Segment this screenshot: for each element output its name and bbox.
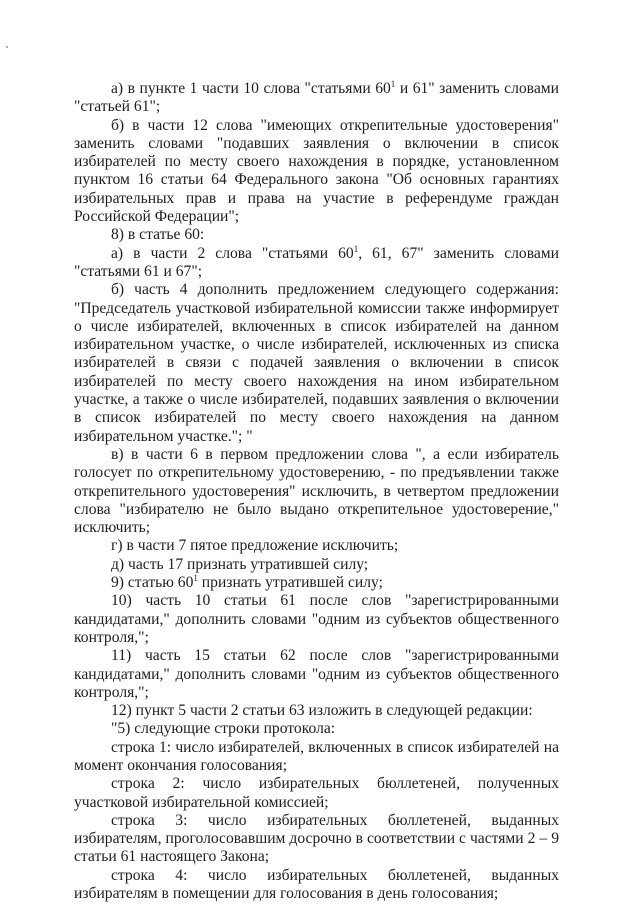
paragraph-8 xyxy=(74,556,559,574)
paragraph-text: 12) пункт 5 части 2 статьи 63 изложить в следующей редакции: xyxy=(111,702,533,720)
paragraph-text: б) в части 12 слова "имеющих открепительные удостоверения" заменить словами "подавших заявления о включении в список избирателей по месту своего нахождения в порядке, установленном пунктом 16 статьи 64 Федерального закона "Об основных гарантиях избирательных прав и права на участие в референдуме граждан Российской Федерации"; xyxy=(74,116,559,226)
paragraph-text: а) в части 2 слова "статьями 60 xyxy=(111,244,354,262)
paragraph-12 xyxy=(74,702,559,720)
paragraph-text: 9) статью 60 xyxy=(111,574,194,592)
paragraph-2 xyxy=(74,117,559,227)
superscript-index: 1 xyxy=(390,79,396,89)
paragraph-4 xyxy=(74,245,559,282)
paragraph-text: в) в части 6 в первом предложении слова ", а если избиратель голосует по открепительному удостоверению, - по предъявлении также открепительного удостоверения" исключить, в четвертом предложении слова "избирателю не было выдано открепительное удостоверение," исключить; xyxy=(74,445,559,537)
paragraph-text: строка 4: число избирательных бюллетеней, выданных избирателям в помещении для голосования в день голосования; xyxy=(74,866,559,903)
paragraph-15 xyxy=(74,775,559,812)
paragraph-text: а) в пункте 1 части 10 слова "статьями 60 xyxy=(111,80,391,97)
paragraph-text: д) часть 17 признать утратившей силу; xyxy=(111,555,369,573)
paragraph-text: б) часть 4 дополнить предложением следующего содержания: "Председатель участковой избирательной комиссии также информирует о числе избирателей, включенных в список избирателей на данном избирательном участке, о числе избирателей, исключенных из списка избирателей в связи с подачей заявления о включении в список избирателей по месту своего нахождения на ином избирательном участке, а также о числе избирателей, подавших заявления о включении в список избирателей по месту своего нахождения на данном избирательном участке."; " xyxy=(74,281,559,445)
paragraph-text: 10) часть 10 статьи 61 после слов "зарегистрированными кандидатами," дополнить словами "одним из субъектов общественного контроля,"; xyxy=(74,592,559,646)
paragraph-11 xyxy=(74,647,559,702)
paragraph-5 xyxy=(74,281,559,446)
paragraph-17 xyxy=(74,867,559,904)
paragraph-text: 8) в статье 60: xyxy=(111,226,205,244)
superscript-index: 1 xyxy=(193,573,198,584)
paragraph-text: г) в части 7 пятое предложение исключить; xyxy=(111,537,399,555)
document-body xyxy=(74,80,559,903)
paragraph-3 xyxy=(74,226,559,244)
paragraph-text-cont: и 61" заменить словами "статьей 61"; xyxy=(74,80,559,116)
paragraph-10 xyxy=(74,592,559,647)
paragraph-9 xyxy=(74,574,559,592)
paragraph-1 xyxy=(74,80,559,117)
paragraph-16 xyxy=(74,812,559,867)
paragraph-text: строка 2: число избирательных бюллетеней, полученных участковой избирательной комиссией; xyxy=(74,775,559,811)
paragraph-6 xyxy=(74,446,559,537)
superscript-index: 1 xyxy=(353,243,359,254)
paragraph-text-cont: признать утратившей силу; xyxy=(197,574,383,592)
scan-speck xyxy=(6,46,8,48)
paragraph-text: "5) следующие строки протокола: xyxy=(111,720,336,738)
paragraph-text: 11) часть 15 статьи 62 после слов "зарегистрированными кандидатами," дополнить словами "одним из субъектов общественного контроля,"; xyxy=(74,647,559,701)
paragraph-14 xyxy=(74,739,559,776)
paragraph-text: строка 1: число избирателей, включенных в список избирателей на момент окончания голосования; xyxy=(74,738,559,774)
paragraph-text-cont: , 61, 67" заменить словами "статьями 61 и 67"; xyxy=(74,244,559,280)
paragraph-7 xyxy=(74,537,559,555)
paragraph-13 xyxy=(74,720,559,738)
paragraph-text: строка 3: число избирательных бюллетеней, выданных избирателям, проголосовавшим досрочно в соответствии с частями 2 – 9 статьи 61 настоящего Закона; xyxy=(74,811,559,866)
